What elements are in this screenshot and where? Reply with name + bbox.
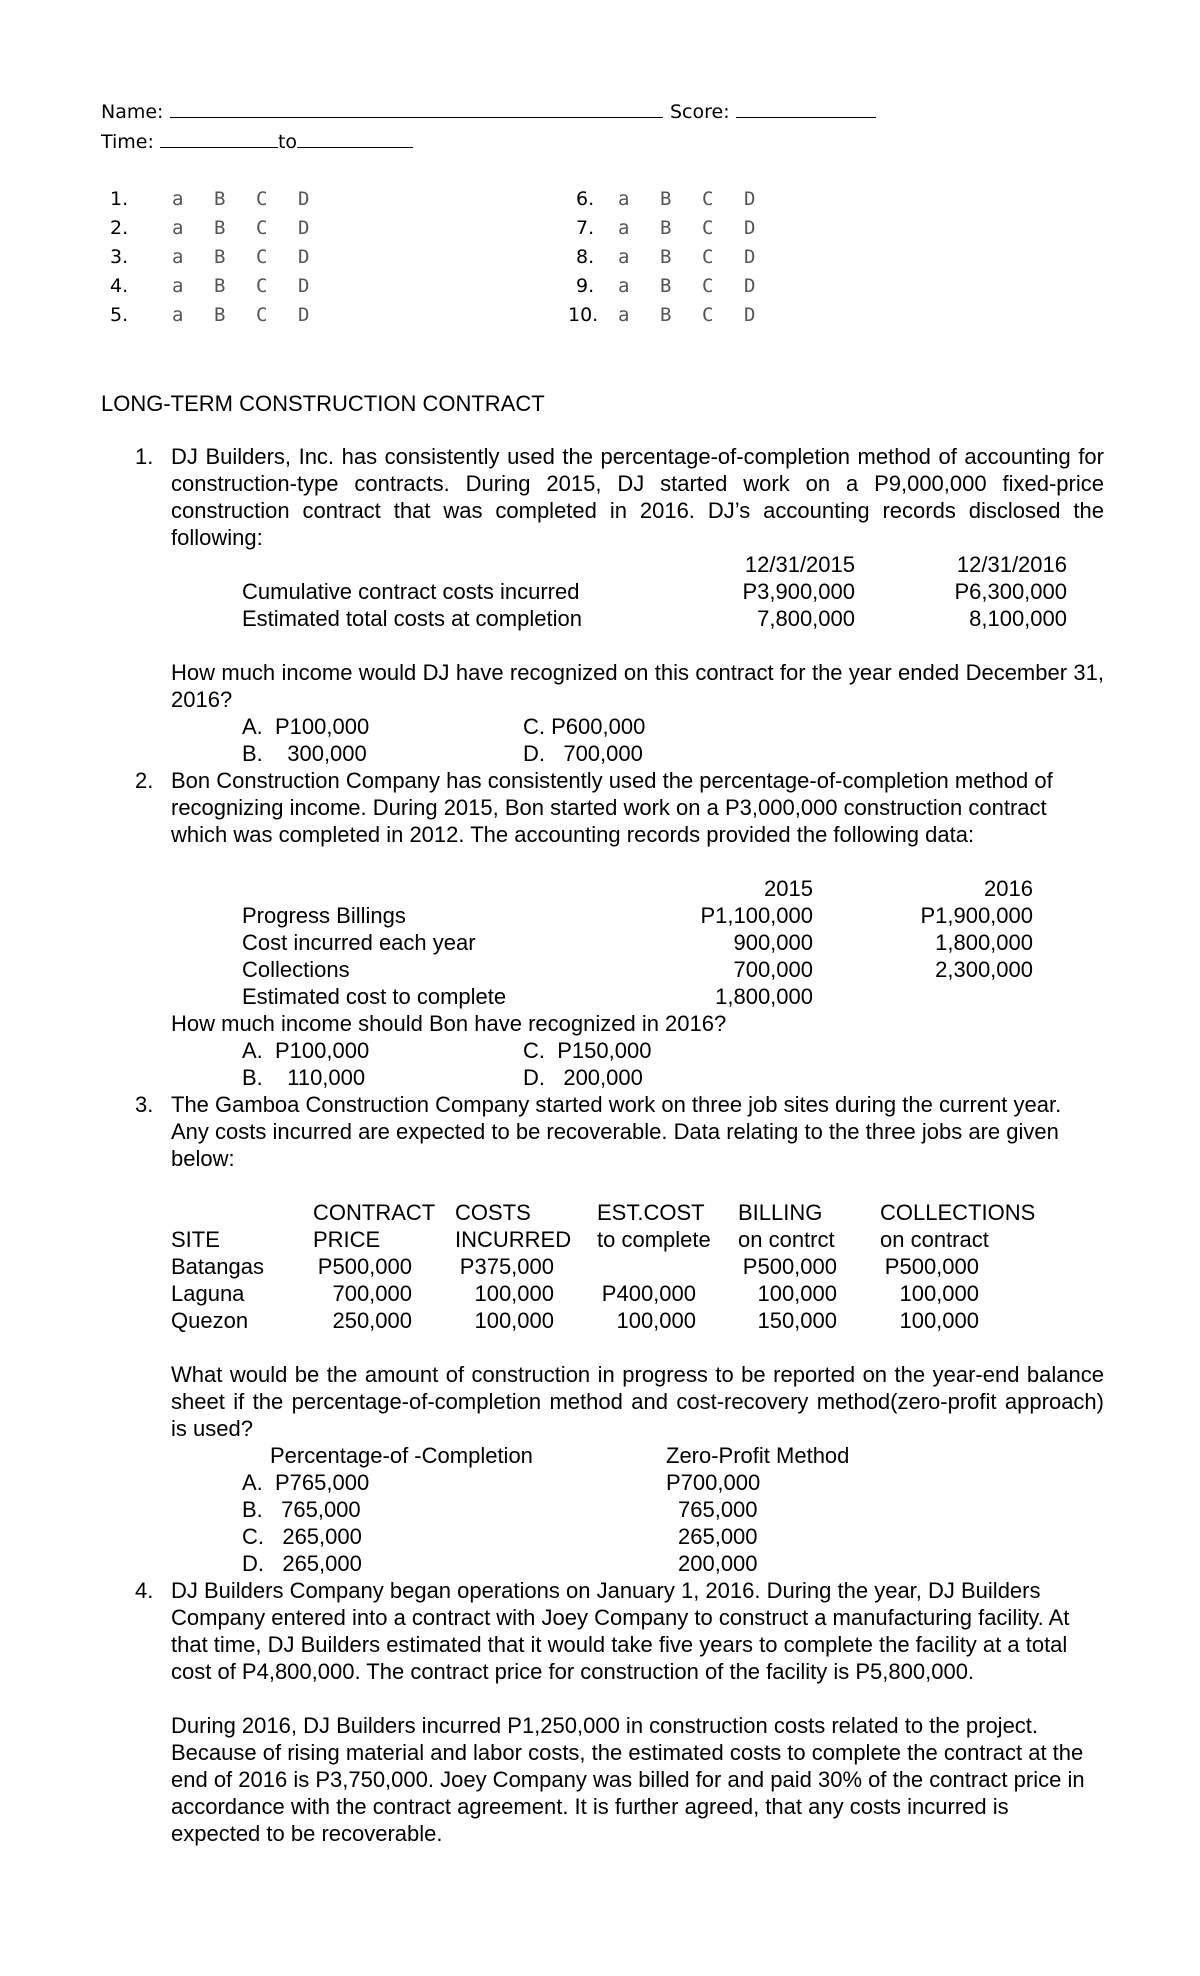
choice-a[interactable]: a: [172, 275, 184, 297]
q1-number: 1.: [135, 444, 154, 469]
choice-d[interactable]: D: [744, 188, 756, 210]
q3-cell: 250,000: [332, 1308, 412, 1333]
q3-text: The Gamboa Construction Company started work on three job sites during the current year. Any costs incurred are expected to be recoverable. Data relating to the three jobs are given below:: [171, 1092, 1062, 1171]
q3-cell: 100,000: [899, 1281, 979, 1306]
q2-cell: P1,100,000: [700, 903, 813, 928]
q3-option-a[interactable]: A. P765,000: [242, 1470, 370, 1495]
choice-d[interactable]: D: [298, 275, 310, 297]
q3-site: Batangas: [171, 1254, 264, 1279]
time-label: Time:: [101, 131, 154, 153]
choice-d[interactable]: D: [744, 275, 756, 297]
q2-row-label: Estimated cost to complete: [242, 984, 507, 1009]
answer-number: 7.: [576, 217, 595, 239]
q2-row-label: Cost incurred each year: [242, 930, 476, 955]
time-start-blank[interactable]: [160, 132, 278, 148]
q3-header: COSTS: [455, 1200, 531, 1225]
q2-row-label: Progress Billings: [242, 903, 406, 928]
q1-option-d[interactable]: D. 700,000: [523, 741, 643, 766]
q2-option-b[interactable]: B. 110,000: [242, 1065, 366, 1090]
choice-a[interactable]: a: [618, 188, 630, 210]
q2-option-c[interactable]: C. P150,000: [523, 1038, 652, 1063]
choice-c[interactable]: C: [256, 217, 268, 239]
q2-question: How much income should Bon have recognized in 2016?: [171, 1011, 727, 1036]
choice-c[interactable]: C: [256, 246, 268, 268]
q3-header: on contrct: [738, 1227, 835, 1252]
q2-cell: 900,000: [733, 930, 813, 955]
choice-a[interactable]: a: [618, 304, 630, 326]
answer-number: 5.: [110, 304, 129, 326]
q2-row-label: Collections: [242, 957, 350, 982]
q2-cell: 2,300,000: [935, 957, 1033, 982]
q2-option-d[interactable]: D. 200,000: [523, 1065, 643, 1090]
q3-option-b[interactable]: B. 765,000: [242, 1497, 361, 1522]
name-blank[interactable]: [170, 102, 663, 118]
choice-b[interactable]: B: [660, 304, 672, 326]
q3-cell: 100,000: [616, 1308, 696, 1333]
q3-header: to complete: [597, 1227, 711, 1252]
q3-cell: P375,000: [459, 1254, 554, 1279]
q1-col-header: 12/31/2015: [744, 552, 855, 577]
page-title: LONG-TERM CONSTRUCTION CONTRACT: [101, 391, 545, 416]
answer-number: 3.: [110, 246, 129, 268]
q1-text: DJ Builders, Inc. has consistently used the percentage-of-completion method of accounting for construction-type contracts. During 2015, DJ started work on a P9,000,000 fixed-price construction contract that was completed in 2016. DJ’s accounting records disclosed the following:: [171, 444, 1104, 550]
choice-b[interactable]: B: [660, 275, 672, 297]
choice-d[interactable]: D: [298, 246, 310, 268]
q3-header: COLLECTIONS: [880, 1200, 1036, 1225]
choice-b[interactable]: B: [660, 217, 672, 239]
q3-cell: P500,000: [317, 1254, 412, 1279]
q3-question: What would be the amount of construction in progress to be reported on the year-end balance sheet if the percentage-of-completion method and cost-recovery method(zero-profit approach) is used?: [171, 1362, 1104, 1441]
q3-header: on contract: [880, 1227, 989, 1252]
choice-a[interactable]: a: [172, 246, 184, 268]
q3-cell: 100,000: [474, 1308, 554, 1333]
q4-paragraph-2: During 2016, DJ Builders incurred P1,250,000 in construction costs related to the project. Because of rising material and labor costs, the estimated costs to complete the contract at the end of 2016 is P3,750,000. Joey Company was billed for and paid 30% of the contract price in accordance with the contract agreement. It is further agreed, that any costs incurred is expected to be recoverable.: [171, 1713, 1085, 1846]
q2-number: 2.: [135, 768, 154, 793]
q3-cell: 700,000: [332, 1281, 412, 1306]
choice-c[interactable]: C: [702, 188, 714, 210]
answer-number: 9.: [576, 275, 595, 297]
q4-paragraph-1: DJ Builders Company began operations on January 1, 2016. During the year, DJ Builders Company entered into a contract with Joey Company to construct a manufacturing facility. At that time, DJ Builders estimated that it would take five years to complete the facility at a total cost of P4,800,000. The contract price for construction of the facility is P5,800,000.: [171, 1578, 1070, 1684]
q3-col-b-heading: Zero-Profit Method: [666, 1443, 850, 1468]
q3-cell: 100,000: [474, 1281, 554, 1306]
choice-b[interactable]: B: [660, 188, 672, 210]
choice-b[interactable]: B: [660, 246, 672, 268]
q1-cell: P6,300,000: [954, 579, 1067, 604]
choice-c[interactable]: C: [702, 304, 714, 326]
choice-a[interactable]: a: [618, 275, 630, 297]
q1-cell: P3,900,000: [742, 579, 855, 604]
score-label: Score:: [670, 101, 730, 123]
answer-number: 2.: [110, 217, 129, 239]
q2-text: Bon Construction Company has consistently used the percentage-of-completion method of recognizing income. During 2015, Bon started work on a P3,000,000 construction contract which was completed in 2012. The accounting records provided the following data:: [171, 768, 1053, 847]
answer-number: 8.: [576, 246, 595, 268]
q3-header: CONTRACT: [313, 1200, 436, 1225]
q3-site: Quezon: [171, 1308, 249, 1333]
choice-a[interactable]: a: [618, 217, 630, 239]
q2-cell: 1,800,000: [715, 984, 813, 1009]
q3-header: PRICE: [313, 1227, 381, 1252]
q3-cell: 100,000: [899, 1308, 979, 1333]
choice-d[interactable]: D: [298, 217, 310, 239]
choice-b[interactable]: B: [214, 217, 226, 239]
choice-c[interactable]: C: [702, 246, 714, 268]
q3-cell: 150,000: [757, 1308, 837, 1333]
q1-option-b[interactable]: B. 300,000: [242, 741, 367, 766]
choice-a[interactable]: a: [172, 217, 184, 239]
q1-row-label: Cumulative contract costs incurred: [242, 579, 580, 604]
answer-number: 6.: [576, 188, 595, 210]
choice-a[interactable]: a: [172, 304, 184, 326]
q3-option-a-zero: P700,000: [666, 1470, 761, 1495]
q2-cell: 1,800,000: [935, 930, 1033, 955]
q2-cell: P1,900,000: [920, 903, 1033, 928]
q2-cell: 700,000: [733, 957, 813, 982]
q3-option-d-zero: 200,000: [678, 1551, 758, 1576]
q3-option-d[interactable]: D. 265,000: [242, 1551, 362, 1576]
q2-col-header: 2016: [984, 876, 1033, 901]
q3-cell: P500,000: [742, 1254, 837, 1279]
q3-cell: P500,000: [884, 1254, 979, 1279]
q3-option-c[interactable]: C. 265,000: [242, 1524, 362, 1549]
choice-c[interactable]: C: [256, 275, 268, 297]
q3-col-a-heading: Percentage-of -Completion: [270, 1443, 533, 1468]
choice-d[interactable]: D: [298, 188, 310, 210]
choice-c[interactable]: C: [256, 304, 268, 326]
q1-option-a[interactable]: A. P100,000: [242, 714, 370, 739]
time-field[interactable]: [101, 131, 413, 153]
q2-col-header: 2015: [764, 876, 813, 901]
to-label: to: [277, 131, 298, 153]
choice-c[interactable]: C: [256, 188, 268, 210]
time-end-blank[interactable]: [297, 132, 413, 148]
q1-row-label: Estimated total costs at completion: [242, 606, 582, 631]
answer-number: 4.: [110, 275, 129, 297]
choice-b[interactable]: B: [214, 188, 226, 210]
q2-option-a[interactable]: A. P100,000: [242, 1038, 370, 1063]
choice-a[interactable]: a: [172, 188, 184, 210]
q4-number: 4.: [135, 1578, 154, 1603]
score-field[interactable]: [670, 101, 876, 123]
q3-header: BILLING: [738, 1200, 823, 1225]
q3-header: SITE: [171, 1227, 220, 1252]
choice-d[interactable]: D: [744, 304, 756, 326]
answer-number: 10.: [568, 304, 599, 326]
q3-number: 3.: [135, 1092, 154, 1117]
q3-option-b-zero: 765,000: [678, 1497, 758, 1522]
q3-cell: 100,000: [757, 1281, 837, 1306]
choice-d[interactable]: D: [744, 246, 756, 268]
choice-c[interactable]: C: [702, 217, 714, 239]
q1-cell: 8,100,000: [969, 606, 1067, 631]
q3-header: INCURRED: [455, 1227, 572, 1252]
q1-cell: 7,800,000: [757, 606, 855, 631]
q3-header: EST.COST: [597, 1200, 705, 1225]
name-label: Name:: [101, 101, 164, 123]
score-blank[interactable]: [736, 102, 876, 118]
q3-site: Laguna: [171, 1281, 245, 1306]
q1-question: How much income would DJ have recognized on this contract for the year ended December 31, 2016?: [171, 660, 1104, 712]
choice-b[interactable]: B: [214, 304, 226, 326]
choice-c[interactable]: C: [702, 275, 714, 297]
q3-cell: P400,000: [601, 1281, 696, 1306]
choice-b[interactable]: B: [214, 246, 226, 268]
choice-a[interactable]: a: [618, 246, 630, 268]
choice-d[interactable]: D: [744, 217, 756, 239]
answer-number: 1.: [110, 188, 129, 210]
q1-option-c[interactable]: C. P600,000: [523, 714, 646, 739]
q3-option-c-zero: 265,000: [678, 1524, 758, 1549]
choice-b[interactable]: B: [214, 275, 226, 297]
name-field[interactable]: [101, 101, 663, 123]
choice-d[interactable]: D: [298, 304, 310, 326]
q1-col-header: 12/31/2016: [956, 552, 1067, 577]
